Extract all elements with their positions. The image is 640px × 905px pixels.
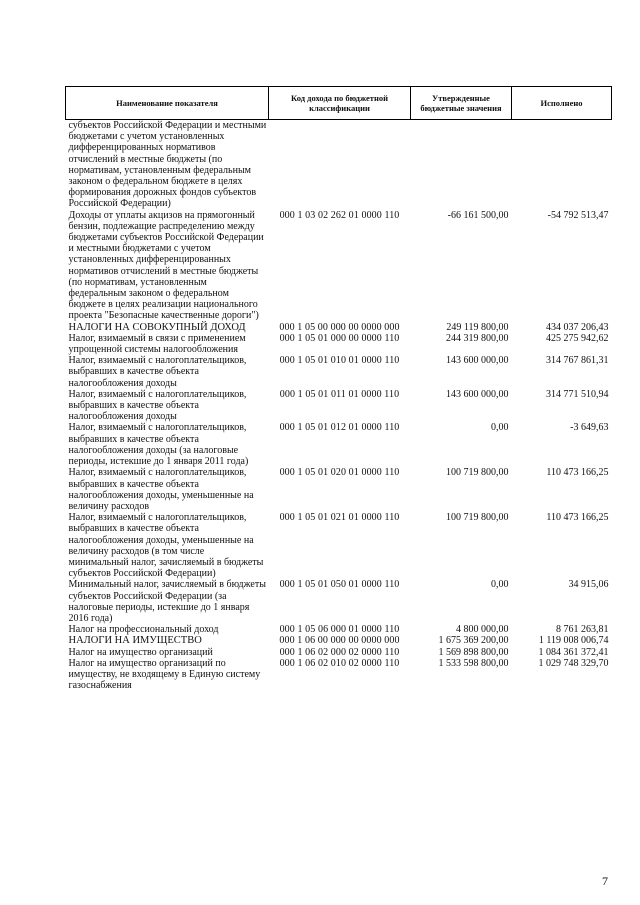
row-name: Налог на профессиональный доход xyxy=(68,624,219,636)
table-row xyxy=(66,467,612,512)
row-name: НАЛОГИ НА ИМУЩЕСТВО xyxy=(68,635,202,647)
row-executed: 1 029 748 329,70 xyxy=(538,657,609,669)
row-approved: 100 719 800,00 xyxy=(446,512,509,524)
row-executed: 110 473 166,25 xyxy=(546,512,609,524)
row-code: 000 1 05 01 050 01 0000 110 xyxy=(279,579,400,591)
row-name: НАЛОГИ НА СОВОКУПНЫЙ ДОХОД xyxy=(68,321,246,333)
row-name: субъектов Российской Федерации и местными бюджетами с учетом установленных дифференцированных нормативов отчислений в местные бюджеты (по нормативам, установленным федеральным законом о федеральном бюджете в целях формирования дорожных фондов субъектов Российской Федерации) xyxy=(68,120,267,210)
row-executed: 425 275 942,62 xyxy=(546,332,609,344)
row-executed: 110 473 166,25 xyxy=(546,467,609,479)
table-row xyxy=(66,210,612,322)
row-approved: 244 319 800,00 xyxy=(446,332,509,344)
row-code: 000 1 06 02 010 02 0000 110 xyxy=(279,657,400,669)
row-approved: 1 675 369 200,00 xyxy=(438,635,509,647)
row-code: 000 1 06 02 000 02 0000 110 xyxy=(279,646,400,658)
row-name: Минимальный налог, зачисляемый в бюджеты субъектов Российской Федерации (за налоговые периоды, истекшие до 1 января 2016 года) xyxy=(68,579,266,624)
row-approved: 1 533 598 800,00 xyxy=(438,657,509,669)
row-approved: 4 800 000,00 xyxy=(456,624,509,636)
row-approved: 143 600 000,00 xyxy=(446,355,509,367)
row-code: 000 1 06 00 000 00 0000 000 xyxy=(279,635,400,647)
header-executed: Исполнено xyxy=(512,87,612,120)
revenue-table xyxy=(65,86,612,691)
row-name: Налог на имущество организаций xyxy=(68,646,213,658)
row-name: Налог, взимаемый с налогоплательщиков, выбравших в качестве объекта налогообложения доходы, уменьшенные на величину расходов xyxy=(68,467,254,512)
table-row xyxy=(66,658,612,692)
table-row xyxy=(66,355,612,389)
table-row xyxy=(66,647,612,658)
table-row xyxy=(66,635,612,646)
table-row xyxy=(66,624,612,635)
row-code: 000 1 05 01 021 01 0000 110 xyxy=(279,512,400,524)
row-code: 000 1 05 01 011 01 0000 110 xyxy=(279,388,400,400)
row-approved: 100 719 800,00 xyxy=(446,467,509,479)
row-code: 000 1 05 01 020 01 0000 110 xyxy=(279,467,400,479)
row-executed: 314 767 861,31 xyxy=(546,355,609,367)
row-approved: 143 600 000,00 xyxy=(446,388,509,400)
row-name: Налог, взимаемый с налогоплательщиков, выбравших в качестве объекта налогообложения доходы xyxy=(68,388,247,423)
row-approved: 0,00 xyxy=(491,422,509,434)
row-executed: 8 761 263,81 xyxy=(556,624,609,636)
row-executed: -3 649,63 xyxy=(570,422,609,434)
row-executed: 434 037 206,43 xyxy=(546,321,609,333)
table-row xyxy=(66,512,612,579)
row-code: 000 1 05 01 010 01 0000 110 xyxy=(279,355,400,367)
row-executed: 314 771 510,94 xyxy=(546,388,609,400)
table-header-row xyxy=(66,87,612,120)
table-row xyxy=(66,333,612,355)
page-number: 7 xyxy=(602,874,608,888)
row-executed: 1 119 008 006,74 xyxy=(538,635,609,647)
row-code: 000 1 05 00 000 00 0000 000 xyxy=(279,321,400,333)
row-code: 000 1 05 01 012 01 0000 110 xyxy=(279,422,400,434)
row-executed: 1 084 361 372,41 xyxy=(538,646,609,658)
row-code: 000 1 05 06 000 01 0000 110 xyxy=(279,624,400,636)
row-name: Налог, взимаемый с налогоплательщиков, выбравших в качестве объекта налогообложения доходы, уменьшенные на величину расходов (в том числе минимальный налог, зачисляемый в бюджеты субъектов Российской Федерации) xyxy=(68,512,264,580)
row-approved: 1 569 898 800,00 xyxy=(438,646,509,658)
table-row xyxy=(66,389,612,423)
row-name: Налог, взимаемый с налогоплательщиков, выбравших в качестве объекта налогообложения доходы xyxy=(68,355,247,389)
table-row xyxy=(66,322,612,333)
row-approved: 0,00 xyxy=(491,579,509,591)
row-name: Налог на имущество организаций по имуществу, не входящему в Единую систему газоснабжения xyxy=(68,657,261,692)
row-executed: 34 915,06 xyxy=(568,579,609,591)
table-row xyxy=(66,422,612,467)
row-approved: -66 161 500,00 xyxy=(447,209,509,221)
table-row-continuation xyxy=(66,120,612,210)
header-name: Наименование показателя xyxy=(66,87,269,120)
budget-table-page xyxy=(65,86,611,691)
row-code: 000 1 05 01 000 00 0000 110 xyxy=(279,332,400,344)
table-row xyxy=(66,579,612,624)
header-approved: Утвержденные бюджетные значения xyxy=(411,87,512,120)
row-executed: -54 792 513,47 xyxy=(547,209,609,221)
row-name: Налог, взимаемый с налогоплательщиков, выбравших в качестве объекта налогообложения доходы (за налоговые периоды, истекшие до 1 января 2011 года) xyxy=(68,422,249,468)
row-approved: 249 119 800,00 xyxy=(446,321,509,333)
row-code: 000 1 03 02 262 01 0000 110 xyxy=(279,209,400,221)
row-name: Доходы от уплаты акцизов на прямогонный бензин, подлежащие распределению между бюджетами субъектов Российской Федерации и местными бюджетами с учетом установленных дифференцированных нормативов отчислений в местные бюджеты (по нормативам, установленным федеральным законом о федеральном бюджете в целях реализации национального проекта "Безопасные качественные дороги") xyxy=(68,209,264,322)
header-code: Код дохода по бюджетной классификации xyxy=(269,87,411,120)
row-name: Налог, взимаемый в связи с применением упрощенной системы налогообложения xyxy=(68,332,246,356)
